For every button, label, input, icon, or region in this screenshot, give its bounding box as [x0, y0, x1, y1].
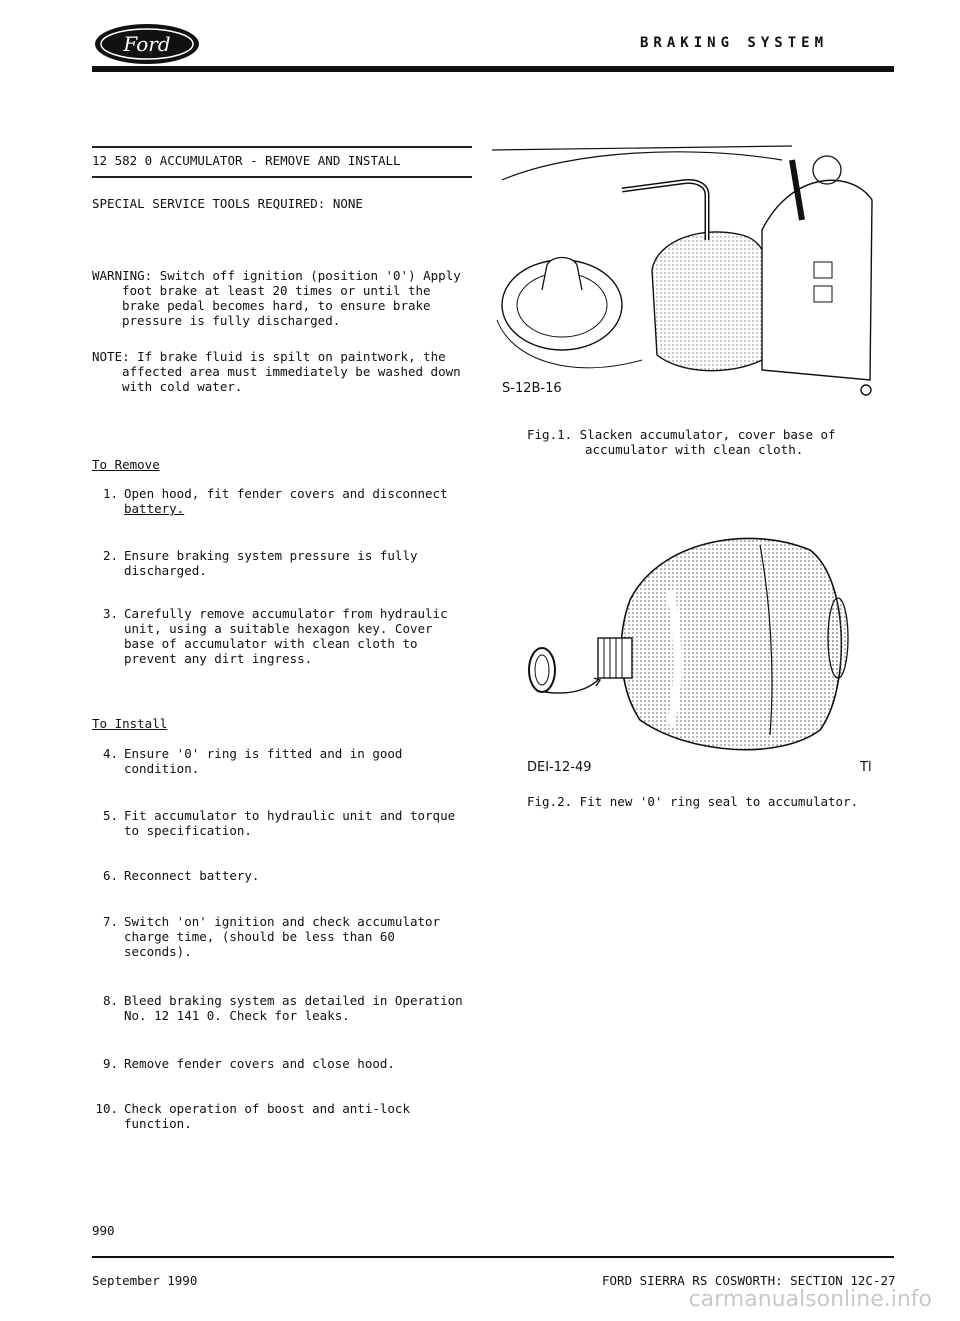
step-line: to specification.	[124, 823, 252, 838]
section-heading-rule	[92, 176, 472, 178]
warning-line: foot brake at least 20 times or until the	[122, 283, 431, 298]
warning-line: WARNING: Switch off ignition (position '0') Apply	[92, 268, 461, 283]
step-item	[100, 914, 480, 959]
step-number: 10.	[95, 1101, 118, 1116]
step-number: 5.	[102, 808, 118, 823]
step-line: Reconnect battery.	[124, 868, 260, 883]
figure-1-caption	[527, 427, 887, 457]
special-tools: SPECIAL SERVICE TOOLS REQUIRED: NONE	[92, 196, 363, 211]
step-line: battery.	[124, 501, 185, 516]
figure-1-illustration	[492, 140, 880, 405]
step-item	[100, 606, 480, 666]
note-line: affected area must immediately be washed down	[122, 364, 461, 379]
warning-block	[92, 268, 492, 328]
step-line: base of accumulator with clean cloth to	[124, 636, 418, 651]
warning-line: brake pedal becomes hard, to ensure brake	[122, 298, 431, 313]
note-line: NOTE: If brake fluid is spilt on paintwork, the	[92, 349, 446, 364]
step-line: seconds).	[124, 944, 192, 959]
figure-2-caption: Fig.2. Fit new '0' ring seal to accumulator.	[527, 794, 859, 809]
page-number: 990	[92, 1223, 115, 1238]
step-line: discharged.	[124, 563, 207, 578]
section-heading: 12 582 0 ACCUMULATOR - REMOVE AND INSTALL	[92, 153, 401, 168]
step-item	[100, 486, 480, 516]
step-number: 6.	[102, 868, 118, 883]
step-item	[100, 1056, 480, 1071]
figure-2-code: DEI-12-49	[527, 760, 592, 775]
step-line: condition.	[124, 761, 200, 776]
caption-line: accumulator with clean cloth.	[585, 442, 804, 457]
step-line: function.	[124, 1116, 192, 1131]
note-block	[92, 349, 492, 394]
step-number: 8.	[102, 993, 118, 1008]
step-item	[100, 993, 480, 1023]
step-line: Switch 'on' ignition and check accumulator	[124, 914, 441, 929]
warning-line: pressure is fully discharged.	[122, 313, 341, 328]
step-line: unit, using a suitable hexagon key. Cover	[124, 621, 433, 636]
step-line: Fit accumulator to hydraulic unit and torque	[124, 808, 456, 823]
step-line: Ensure '0' ring is fitted and in good	[124, 746, 403, 761]
figure-2-illustration	[520, 520, 860, 755]
footer-date: September 1990	[92, 1273, 198, 1288]
figure-1-code: S-12B-16	[502, 381, 562, 396]
step-line: Carefully remove accumulator from hydraulic	[124, 606, 448, 621]
caption-line: Fig.1. Slacken accumulator, cover base of	[527, 427, 836, 442]
step-item	[100, 808, 480, 838]
section-top-rule	[92, 146, 472, 148]
footer-section: FORD SIERRA RS COSWORTH: SECTION 12C-27	[602, 1273, 896, 1288]
remove-heading: To Remove	[92, 457, 160, 472]
step-number: 2.	[102, 548, 118, 563]
step-line: Open hood, fit fender covers and disconnect	[124, 486, 448, 501]
step-line: Ensure braking system pressure is fully	[124, 548, 418, 563]
step-number: 7.	[102, 914, 118, 929]
step-line: Remove fender covers and close hood.	[124, 1056, 395, 1071]
step-line: Bleed braking system as detailed in Operation	[124, 993, 463, 1008]
step-number: 3.	[102, 606, 118, 621]
header-title: BRAKING SYSTEM	[640, 35, 829, 51]
note-line: with cold water.	[122, 379, 243, 394]
watermark: carmanualsonline.info	[688, 1287, 932, 1312]
step-line: charge time, (should be less than 60	[124, 929, 395, 944]
ford-logo	[92, 22, 202, 66]
figure-2-code-right: Tl	[860, 760, 872, 775]
step-item	[100, 746, 480, 776]
header-rule	[92, 66, 894, 72]
step-line: Check operation of boost and anti-lock	[124, 1101, 410, 1116]
logo-text: Ford	[123, 32, 171, 56]
step-number: 9.	[102, 1056, 118, 1071]
footer-rule	[92, 1256, 894, 1258]
step-number: 1.	[102, 486, 118, 501]
step-line: No. 12 141 0. Check for leaks.	[124, 1008, 350, 1023]
step-item	[100, 868, 480, 883]
install-heading: To Install	[92, 716, 168, 731]
step-item	[100, 548, 480, 578]
step-line: prevent any dirt ingress.	[124, 651, 313, 666]
step-number: 4.	[102, 746, 118, 761]
step-item	[92, 1101, 492, 1131]
